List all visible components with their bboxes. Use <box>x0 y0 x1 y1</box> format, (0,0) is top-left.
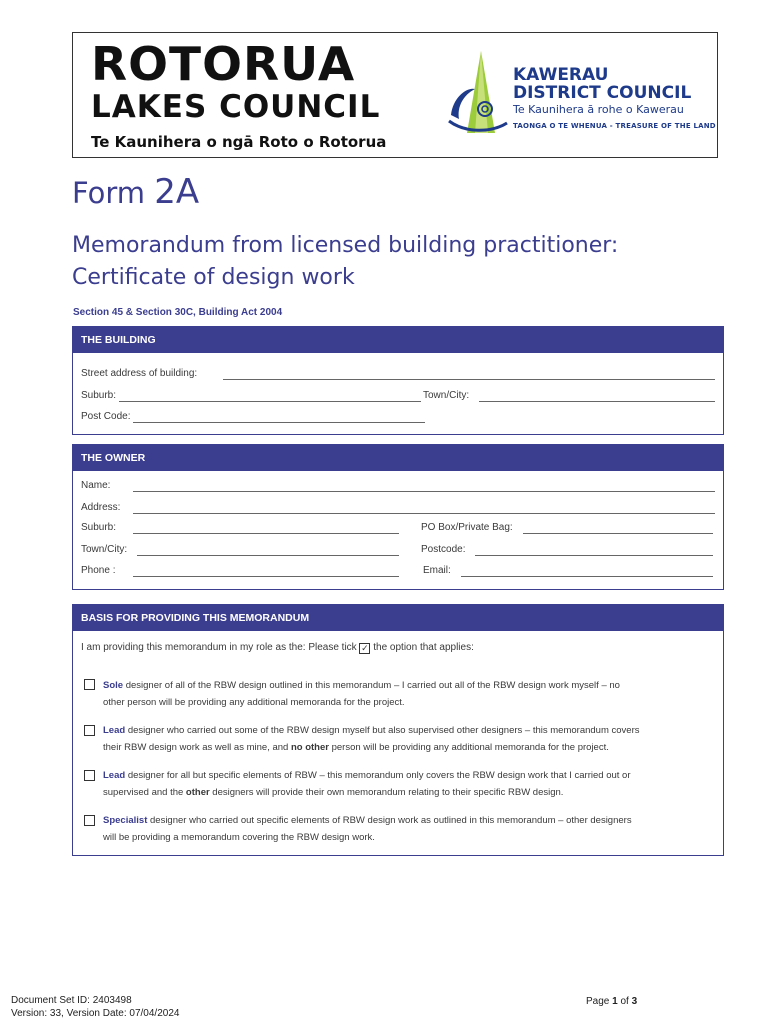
owner-email-label: Email: <box>423 565 451 576</box>
specialist-label: Specialist <box>103 815 148 826</box>
page-of: of <box>620 996 629 1007</box>
lead-text-no-other: no other <box>290 742 329 753</box>
kawerau-emblem-icon <box>445 49 515 135</box>
owner-suburb-field[interactable] <box>133 533 399 534</box>
building-postcode-field[interactable] <box>133 422 425 423</box>
owner-suburb-label: Suburb: <box>81 522 117 533</box>
owner-address-field[interactable] <box>133 513 715 514</box>
building-towncity-label: Town/City: <box>423 390 470 401</box>
sole-designer-option <box>103 674 713 714</box>
sole-text-line1: designer of all of the RBW design outlined in this memorandum – I carried out all of the RBW design work myself – no <box>123 680 620 691</box>
page-current: 1 <box>612 996 618 1007</box>
sole-text-line2: other person will be providing any additional memoranda for the project. <box>103 697 405 708</box>
kawerau-logo-line3: Te Kaunihera ā rohe o Kawerau <box>513 103 684 116</box>
document-set-id: Document Set ID: 2403498 <box>11 995 132 1006</box>
lead-designer-checkbox[interactable] <box>84 725 95 736</box>
lead-text-line2a: their RBW design work as well as mine, and <box>103 742 291 753</box>
section-reference: Section 45 & Section 30C, Building Act 2004 <box>73 307 283 318</box>
form-title <box>72 172 199 212</box>
owner-email-field[interactable] <box>461 576 713 577</box>
owner-name-label: Name: <box>81 480 111 491</box>
specialist-designer-option <box>103 809 713 849</box>
rotorua-logo-line2: LAKES COUNCIL <box>91 89 381 125</box>
specialist-designer-checkbox[interactable] <box>84 815 95 826</box>
owner-heading: THE OWNER <box>73 445 723 471</box>
owner-name-field[interactable] <box>133 491 715 492</box>
owner-postcode-label: Postcode: <box>421 544 466 555</box>
specialist-text-line2: will be providing a memorandum covering the RBW design work. <box>103 832 375 843</box>
lead-partial-text-line2c: designers will provide their own memorandum relating to their specific RBW design. <box>209 787 564 798</box>
basis-intro-before: I am providing this memorandum in my role as the: Please tick <box>81 642 357 653</box>
rotorua-logo-line1: ROTORUA <box>91 37 356 91</box>
basis-intro-after: the option that applies: <box>373 642 474 653</box>
sole-label: Sole <box>103 680 124 691</box>
form-number: 2A <box>154 172 200 212</box>
lead-text-line2c: person will be providing any additional memoranda for the project. <box>328 742 609 753</box>
kawerau-logo-tagline: TAONGA O TE WHENUA - TREASURE OF THE LAND <box>513 122 716 130</box>
street-address-field[interactable] <box>223 379 715 380</box>
building-towncity-field[interactable] <box>479 401 715 402</box>
lead-partial-text-line1: designer for all but specific elements of RBW – this memorandum only covers the RBW design work that I carried out or <box>125 770 631 781</box>
lead-partial-label: Lead <box>103 770 126 781</box>
basis-heading: BASIS FOR PROVIDING THIS MEMORANDUM <box>73 605 723 631</box>
lead-partial-designer-checkbox[interactable] <box>84 770 95 781</box>
street-address-label: Street address of building: <box>81 368 198 379</box>
building-heading: THE BUILDING <box>73 327 723 353</box>
building-postcode-label: Post Code: <box>81 411 131 422</box>
lead-partial-designer-option <box>103 764 713 804</box>
sole-designer-checkbox[interactable] <box>84 679 95 690</box>
memo-title <box>72 230 618 294</box>
owner-pobox-label: PO Box/Private Bag: <box>421 522 513 533</box>
building-section <box>72 326 724 435</box>
rotorua-logo-subtitle: Te Kaunihera o ngā Roto o Rotorua <box>91 133 387 151</box>
owner-phone-field[interactable] <box>133 576 399 577</box>
header-logo-box <box>72 32 718 158</box>
kawerau-logo-line2: DISTRICT COUNCIL <box>513 83 692 103</box>
form-word: Form <box>72 176 146 210</box>
owner-postcode-field[interactable] <box>475 555 713 556</box>
basis-intro <box>81 642 474 654</box>
owner-phone-label: Phone : <box>81 565 116 576</box>
building-suburb-field[interactable] <box>119 401 421 402</box>
owner-towncity-label: Town/City: <box>81 544 128 555</box>
lead-partial-text-line2a: supervised and the <box>103 787 186 798</box>
memo-title-line1: Memorandum from licensed building practitioner: <box>72 233 619 258</box>
page-number <box>586 996 637 1007</box>
owner-section <box>72 444 724 590</box>
lead-text-line1: designer who carried out some of the RBW design myself but also supervised other designers – this memorandum covers <box>125 725 640 736</box>
basis-section <box>72 604 724 856</box>
memo-title-line2: Certificate of design work <box>72 265 355 290</box>
lead-partial-text-other: other <box>185 787 210 798</box>
document-footer <box>11 994 179 1020</box>
owner-towncity-field[interactable] <box>137 555 399 556</box>
kawerau-logo-line1: KAWERAU <box>513 65 609 85</box>
owner-address-label: Address: <box>81 502 121 513</box>
specialist-text-line1: designer who carried out specific elements of RBW design work as outlined in this memorandum – other designers <box>147 815 632 826</box>
lead-designer-option <box>103 719 713 759</box>
tick-box-icon: ✓ <box>361 643 369 653</box>
building-suburb-label: Suburb: <box>81 390 117 401</box>
lead-label: Lead <box>103 725 126 736</box>
document-version: Version: 33, Version Date: 07/04/2024 <box>11 1008 180 1019</box>
page-word: Page <box>586 996 610 1007</box>
page-total: 3 <box>631 996 638 1007</box>
owner-pobox-field[interactable] <box>523 533 713 534</box>
